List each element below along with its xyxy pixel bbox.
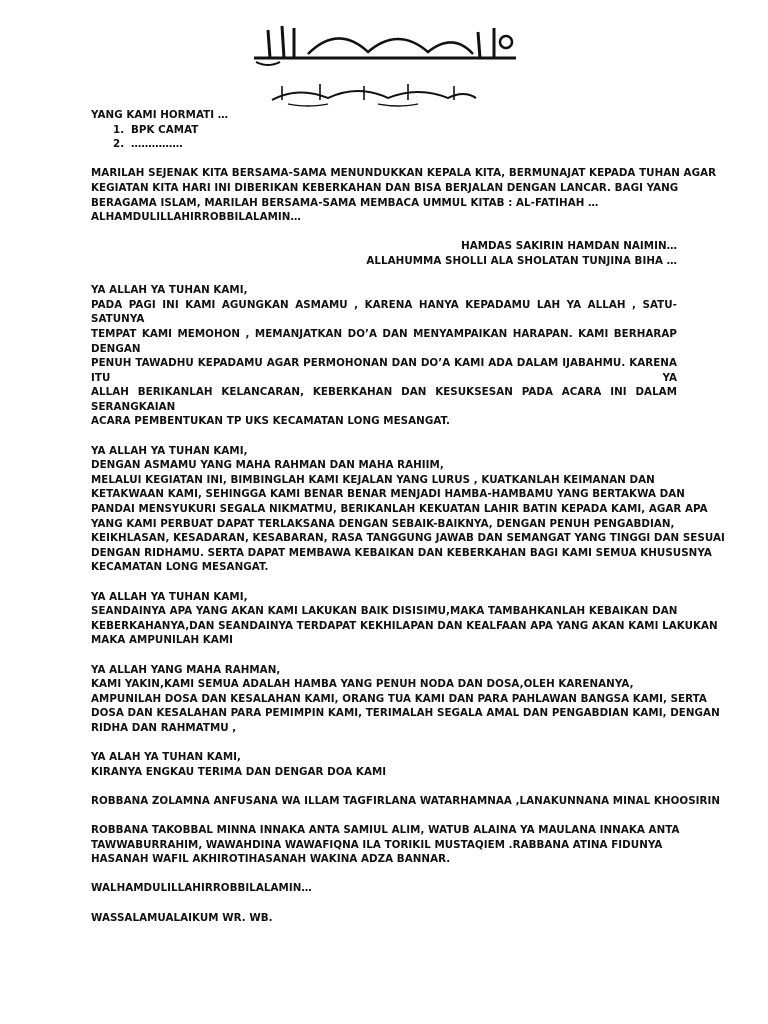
prayer-line: MELALUI KEGIATAN INI, BIMBINGLAH KAMI KEJALAN YANG LURUS , KUATKANLAH KEIMANAN DAN bbox=[91, 473, 655, 486]
prayer-line: KEIKHLASAN, KESADARAN, KESABARAN, RASA TANGGUNG JAWAB DAN SEMANGAT YANG TINGGI DAN SESUAI bbox=[91, 532, 725, 545]
greeting-item: 1. BPK CAMAT bbox=[113, 123, 199, 136]
speech-text bbox=[91, 108, 725, 925]
greeting-title: YANG KAMI HORMATI … bbox=[91, 109, 229, 121]
prayer-line: PENUH TAWADHU KEPADAMU AGAR PERMOHONAN DAN DO’A KAMI ADA DALAM IJABAHMU. KARENA ITU YA bbox=[91, 357, 677, 384]
prayer-line: AMPUNILAH DOSA DAN KESALAHAN KAMI, ORANG TUA KAMI DAN PARA PAHLAWAN BANGSA KAMI, SERTA bbox=[91, 692, 707, 705]
prayer-line: HASANAH WAFIL AKHIROTIHASANAH WAKINA ADZA BANNAR. bbox=[91, 853, 451, 866]
prayer-line: PADA PAGI INI KAMI AGUNGKAN ASMAMU , KARENA HANYA KEPADAMU LAH YA ALLAH , SATU-SATUNYA bbox=[91, 298, 677, 326]
opening-line: MARILAH SEJENAK KITA BERSAMA-SAMA MENUNDUKKAN KEPALA KITA, BERMUNAJAT KEPADA TUHAN AGAR bbox=[91, 167, 717, 180]
closing-hamdalah: WALHAMDULILLAHIRROBBILALAMIN… bbox=[91, 882, 312, 895]
prayer-heading: YA ALAH YA TUHAN KAMI, bbox=[91, 751, 241, 764]
prayer-line: SEANDAINYA APA YANG AKAN KAMI LAKUKAN BAIK DISISIMU,MAKA TAMBAHKANLAH KEBAIKAN DAN bbox=[91, 605, 678, 618]
prayer-line: MAKA AMPUNILAH KAMI bbox=[91, 634, 234, 647]
closing-salam: WASSALAMUALAIKUM WR. WB. bbox=[91, 911, 273, 924]
prayer-line: TAWWABURRAHIM, WAWAHDINA WAWAFIQNA ILA TORIKIL MUSTAQIEM .RABBANA ATINA FIDUNYA bbox=[91, 838, 663, 851]
prayer-line: ROBBANA ZOLAMNA ANFUSANA WA ILLAM TAGFIRLANA WATARHAMNAA ,LANAKUNNANA MINAL KHOOSIRIN bbox=[91, 794, 721, 807]
prayer-line: ALLAH BERIKANLAH KELANCARAN, KEBERKAHAN DAN KESUKSESAN PADA ACARA INI DALAM SERANGKAIAN bbox=[91, 386, 677, 413]
opening-line: BERAGAMA ISLAM, MARILAH BERSAMA-SAMA MEMBACA UMMUL KITAB : AL-FATIHAH … bbox=[91, 196, 599, 209]
prayer-line: KETAKWAAN KAMI, SEHINGGA KAMI BENAR BENAR MENJADI HAMBA-HAMBAMU YANG BERTAKWA DAN bbox=[91, 488, 685, 501]
prayer-heading: YA ALLAH YA TUHAN KAMI, bbox=[91, 284, 248, 297]
prayer-line: DOSA DAN KESALAHAN PARA PEMIMPIN KAMI, TERIMALAH SEGALA AMAL DAN PENGABDIAN KAMI, DENGAN bbox=[91, 707, 720, 720]
prayer-heading: YA ALLAH YANG MAHA RAHMAN, bbox=[91, 663, 281, 676]
prayer-line: DENGAN RIDHAMU. SERTA DAPAT MEMBAWA KEBAIKAN DAN KEBERKAHAN BAGI KAMI SEMUA KHUSUSNYA bbox=[91, 546, 712, 559]
prayer-line: DENGAN ASMAMU YANG MAHA RAHMAN DAN MAHA RAHIIM, bbox=[91, 459, 444, 472]
greeting-item: 2. …………… bbox=[113, 138, 183, 151]
prayer-line: PANDAI MENSYUKURI SEGALA NIKMATMU, BERIKANLAH KEKUATAN LAHIR BATIN KEPADA KAMI, AGAR APA bbox=[91, 503, 708, 516]
prayer-line: KEBERKAHANYA,DAN SEANDAINYA TERDAPAT KEKHILAPAN DAN KEALFAAN APA YANG AKAN KAMI LAKUKAN bbox=[91, 619, 718, 632]
prayer-line: KAMI YAKIN,KAMI SEMUA ADALAH HAMBA YANG PENUH NODA DAN DOSA,OLEH KARENANYA, bbox=[91, 678, 634, 691]
prayer-line: TEMPAT KAMI MEMOHON , MEMANJATKAN DO’A DAN MENYAMPAIKAN HARAPAN. KAMI BERHARAP DENGAN bbox=[91, 327, 677, 355]
opening-line: ALHAMDULILLAHIRROBBILALAMIN… bbox=[91, 211, 301, 224]
prayer-line: KIRANYA ENGKAU TERIMA DAN DENGAR DOA KAMI bbox=[91, 765, 387, 778]
prayer-line: ACARA PEMBENTUKAN TP UKS KECAMATAN LONG MESANGAT. bbox=[91, 415, 451, 428]
prayer-line: KECAMATAN LONG MESANGAT. bbox=[91, 561, 269, 574]
prayer-heading: YA ALLAH YA TUHAN KAMI, bbox=[91, 444, 248, 457]
prayer-line: RIDHA DAN RAHMATMU , bbox=[91, 721, 237, 734]
hamdalah-line: ALLAHUMMA SHOLLI ALA SHOLATAN TUNJINA BIHA … bbox=[366, 254, 677, 267]
prayer-heading: YA ALLAH YA TUHAN KAMI, bbox=[91, 590, 248, 603]
hamdalah-line: HAMDAS SAKIRIN HAMDAN NAIMIN… bbox=[461, 240, 677, 253]
salam-calligraphy bbox=[268, 80, 480, 108]
prayer-line: ROBBANA TAKOBBAL MINNA INNAKA ANTA SAMIUL ALIM, WATUB ALAINA YA MAULANA INNAKA ANTA bbox=[91, 824, 680, 837]
basmalah-calligraphy bbox=[248, 18, 530, 70]
opening-line: KEGIATAN KITA HARI INI DIBERIKAN KEBERKAHAN DAN BISA BERJALAN DENGAN LANCAR. BAGI YANG bbox=[91, 181, 679, 194]
prayer-line: YANG KAMI PERBUAT DAPAT TERLAKSANA DENGAN SEBAIK-BAIKNYA, DENGAN PENUH PENGABDIAN, bbox=[91, 517, 675, 530]
